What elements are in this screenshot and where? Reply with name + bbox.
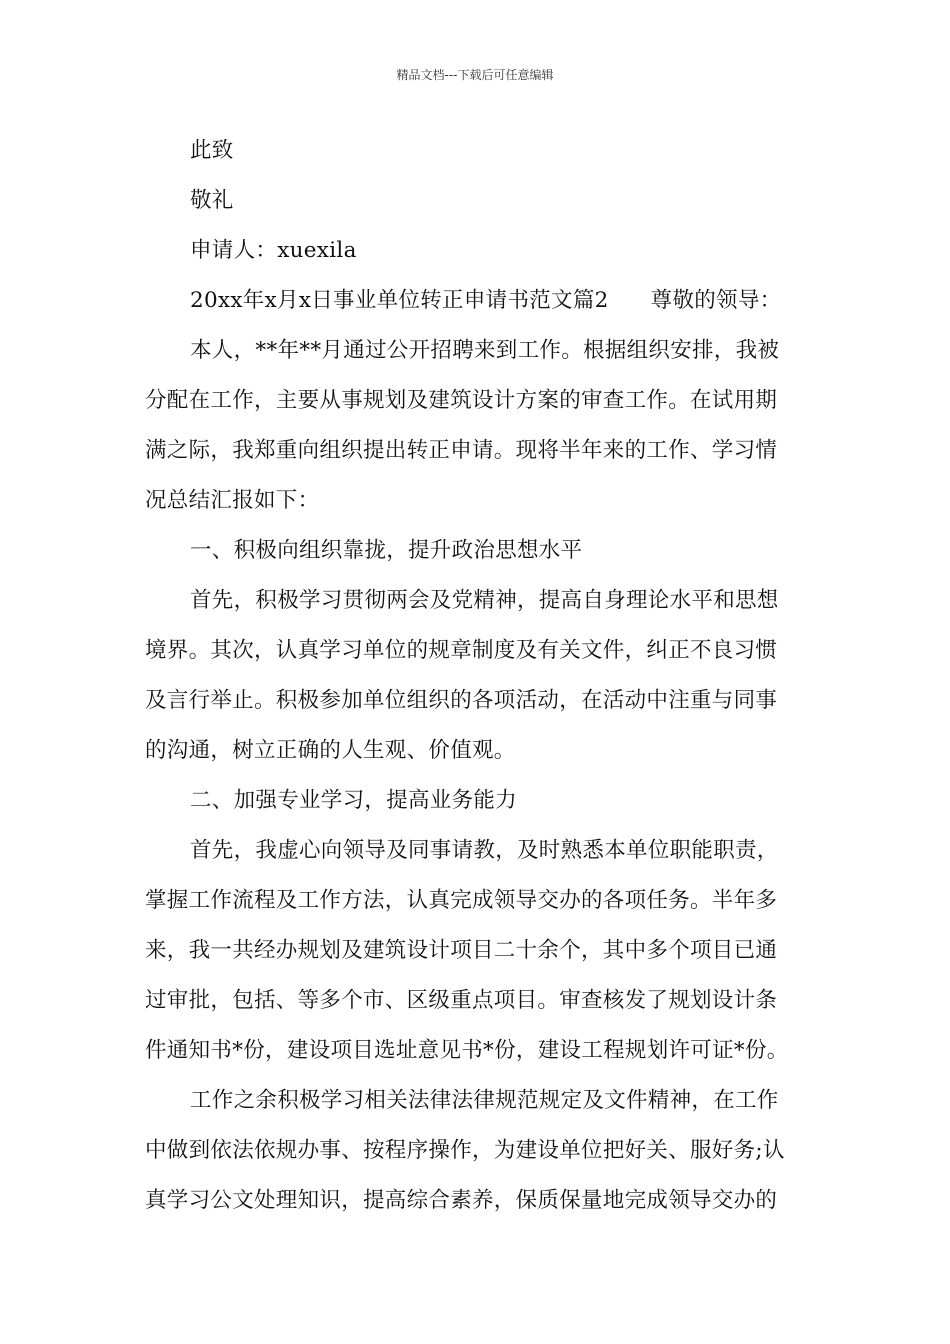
- paragraph-line: 件通知书*份，建设项目选址意见书*份，建设工程规划许可证*份。: [145, 1038, 789, 1063]
- paragraph-line: 来，我一共经办规划及建筑设计项目二十余个，其中多个项目已通: [145, 938, 778, 963]
- salutation: 尊敬的领导：: [650, 288, 782, 313]
- paragraph: [145, 826, 810, 1076]
- paragraph-line: 境界。其次，认真学习单位的规章制度及有关文件，纠正不良习惯: [145, 638, 778, 663]
- paragraph-line: 及言行举止。积极参加单位组织的各项活动，在活动中注重与同事: [145, 688, 778, 713]
- paragraph-line: 况总结汇报如下：: [145, 488, 320, 513]
- paragraph: [145, 1076, 810, 1226]
- section-heading: [145, 776, 810, 826]
- closing-line: 此致: [190, 138, 234, 163]
- applicant-line: 申请人：xuexila: [190, 238, 357, 263]
- paragraph-line: 过审批，包括、等多个市、区级重点项目。审查核发了规划设计条: [145, 988, 778, 1013]
- paragraph-line: 真学习公文处理知识，提高综合素养，保质保量地完成领导交办的: [145, 1188, 778, 1213]
- paragraph-line: 首先，积极学习贯彻两会及党精神，提高自身理论水平和思想: [190, 588, 779, 613]
- paragraph: [145, 326, 810, 526]
- page-header: 精品文档---下载后可任意编辑: [396, 68, 554, 82]
- paragraph: [145, 576, 810, 776]
- paragraph-line: 本人，**年**月通过公开招聘来到工作。根据组织安排，我被: [190, 338, 780, 363]
- title-line: [145, 276, 810, 326]
- paragraph-line: 掌握工作流程及工作方法，认真完成领导交办的各项任务。半年多: [145, 888, 778, 913]
- paragraph-line: 首先，我虚心向领导及同事请教，及时熟悉本单位职能职责，: [190, 838, 779, 863]
- paragraph-line: 工作之余积极学习相关法律法律规范规定及文件精神，在工作: [190, 1088, 779, 1113]
- closing-line: 敬礼: [190, 188, 234, 213]
- document-body: [145, 126, 810, 1226]
- paragraph-line: 分配在工作，主要从事规划及建筑设计方案的审查工作。在试用期: [145, 388, 778, 413]
- paragraph-line: 中做到依法依规办事、按程序操作，为建设单位把好关、服好务;认: [145, 1138, 785, 1163]
- heading-line: 一、积极向组织靠拢，提升政治思想水平: [190, 538, 583, 563]
- paragraph-line: 的沟通，树立正确的人生观、价值观。: [145, 738, 516, 763]
- section-heading: [145, 526, 810, 576]
- paragraph-line: 满之际，我郑重向组织提出转正申请。现将半年来的工作、学习情: [145, 438, 778, 463]
- heading-line: 二、加强专业学习，提高业务能力: [190, 788, 518, 813]
- letter-title: 20xx年x月x日事业单位转正申请书范文篇2: [190, 288, 609, 313]
